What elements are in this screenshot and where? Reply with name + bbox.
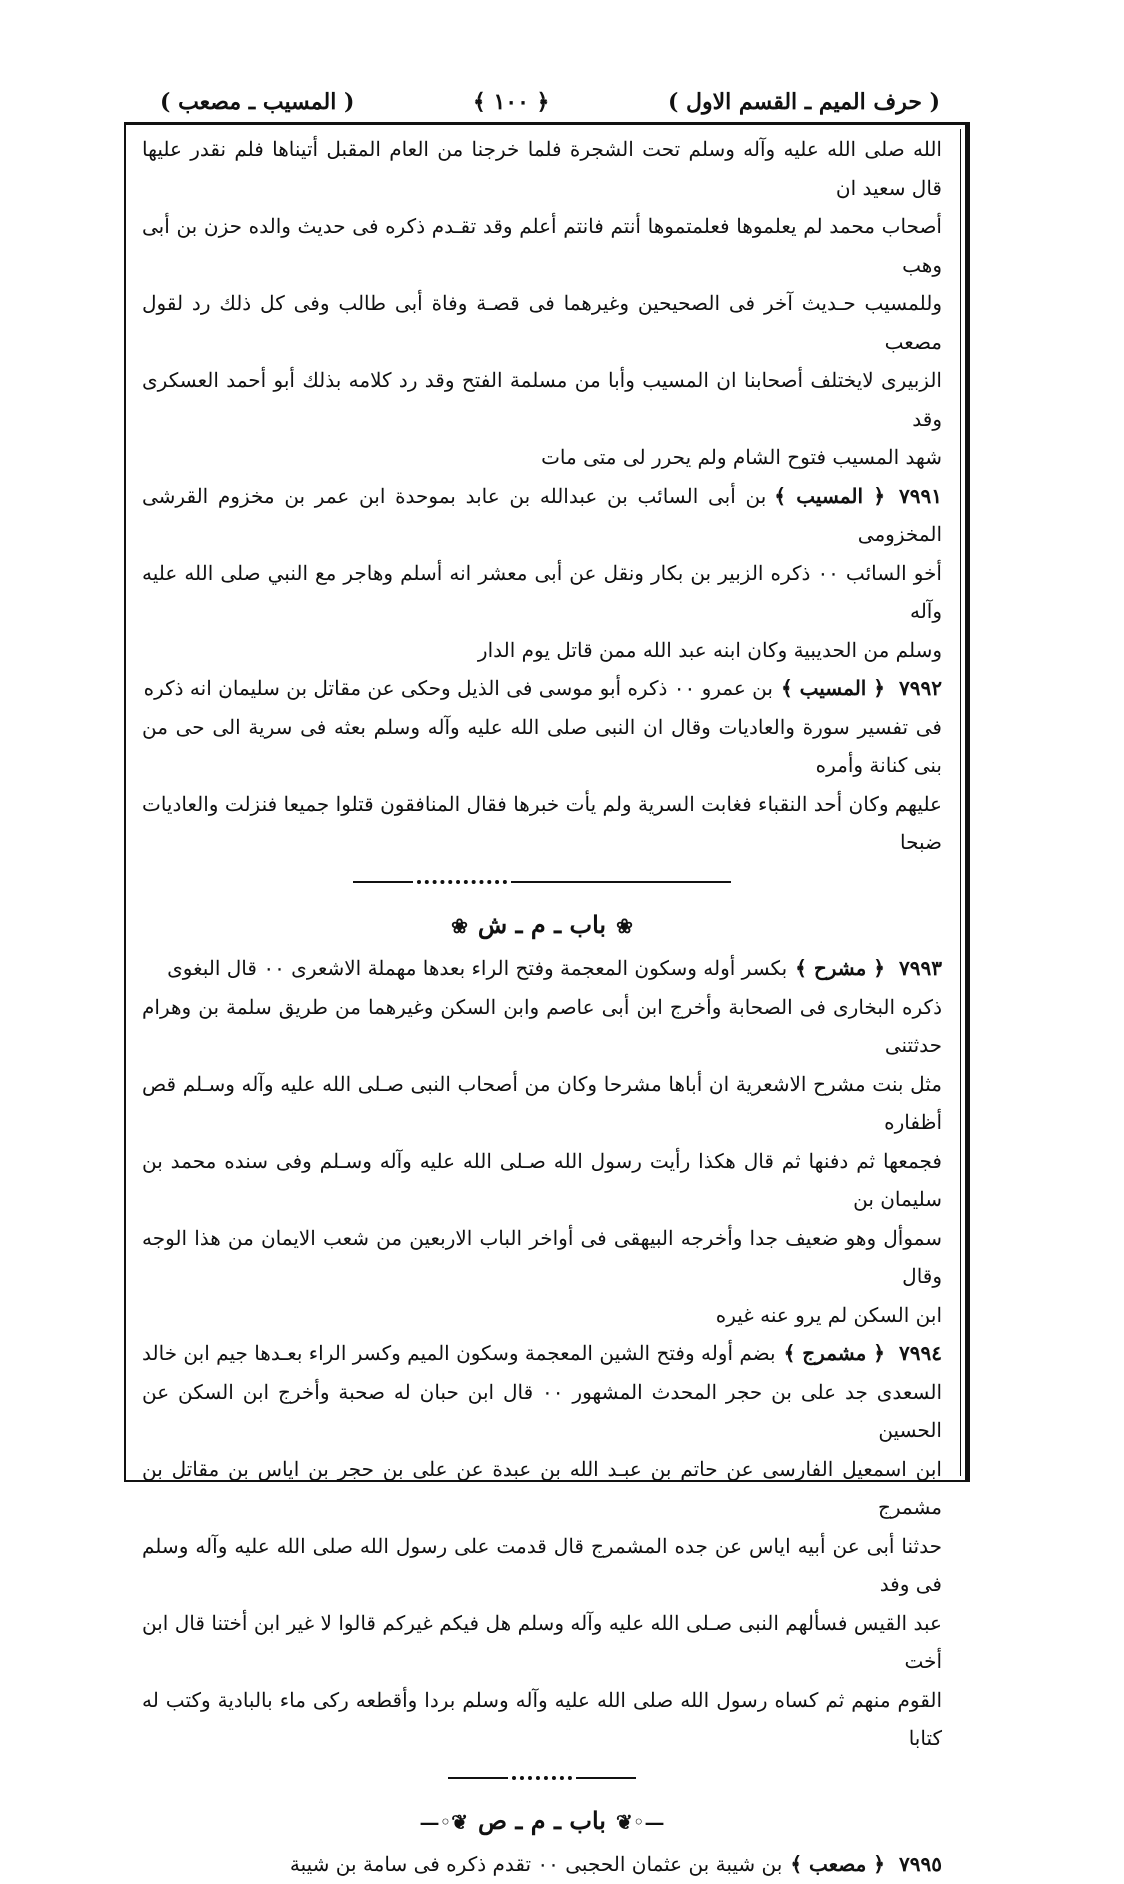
header-entry-range: ( المسيب ـ مصعب ) [160,89,355,115]
ornament-icon: ❦◦— [419,1809,469,1834]
entry-number: ٧٩٩٣ [899,956,942,980]
text-line: بن عمرو ٠٠ ذكره أبو موسى فى الذيل وحكى عن مقاتل بن سليمان انه ذكره [143,676,773,700]
text-line: أصحاب محمد لم يعلموها فعلمتموها أنتم فانتم أعلم وقد تقـدم ذكره فى حديث والده حزن بن أبى وهب [142,214,942,277]
page-body [142,130,942,1884]
entry-7994 [142,1334,942,1758]
entry-name: ﴿ المسيب ﴾ [774,483,886,508]
entry-number: ٧٩٩٢ [899,676,942,700]
text-line: الله صلى الله عليه وآله وسلم تحت الشجرة فلما خرجنا من العام المقبل أتيناها فلم نقدر عليها قال سعيد ان [142,137,942,200]
text-line: عبد القيس فسألهم النبى صـلى الله عليه وآله وسلم هل فيكم غيركم قالوا لا غير ابن أختنا قال ابن أخت [142,1610,942,1673]
text-line: بكسر أوله وسكون المعجمة وفتح الراء بعدها مهملة الاشعرى ٠٠ قال البغوى [167,956,788,980]
text-line: بضم أوله وفتح الشين المعجمة وسكون الميم وكسر الراء بعـدها جيم ابن خالد [142,1341,776,1365]
text-line: ابن السكن لم يرو عنه غيره [715,1302,942,1327]
entry-number: ٧٩٩٥ [899,1852,942,1876]
text-line: وسلم من الحديبية وكان ابنه عبد الله ممن قاتل يوم الدار [477,637,942,662]
text-line: سموأل وهو ضعيف جدا وأخرجه البيهقى فى أواخر الباب الاربعين من شعب الايمان من هذا الوجه وقال [142,1225,942,1288]
text-line: شهد المسيب فتوح الشام ولم يحرر لى متى مات [541,445,942,469]
section-divider [142,1768,942,1788]
section-heading-mush: ❀باب ـ م ـ ش❀ [451,909,633,939]
entry-7992 [142,669,942,862]
ornament-icon: ❀ [451,913,468,938]
text-line: بن شيبة بن عثمان الحجبى ٠٠ تقدم ذكره فى سامة بن شيبة [289,1852,783,1876]
text-line: أخو السائب ٠٠ ذكره الزبير بن بكار ونقل عن أبى معشر انه أسلم وهاجر مع النبي صلى الله عليه وآله [142,560,942,623]
entry-name: ﴿ المسيب ﴾ [780,676,886,700]
entry-name: ﴿ مصعب ﴾ [790,1852,886,1876]
text-line: فى تفسير سورة والعاديات وقال ان النبى صلى الله عليه وآله وسلم بعثه فى سرية الى حى من بنى كنانة وأمره [142,714,942,777]
entry-7991 [142,477,942,670]
section-heading-mus: —◦❦باب ـ م ـ ص❦◦— [419,1805,665,1835]
ornament-icon: ❀ [616,913,633,938]
entry-name: ﴿ مشرح ﴾ [795,956,886,980]
entry-7993 [142,949,942,1334]
entry-number: ٧٩٩٤ [899,1341,942,1365]
text-line: عليهم وكان أحد النقباء فغابت السرية ولم يأت خبرها فقال المنافقون قتلوا جميعا فنزلت والعاديات ضبحا [142,791,942,854]
text-line: القوم منهم ثم كساه رسول الله صلى الله عليه وآله وسلم بردا وأقطعه ركى ماء بالبادية وكتب له كتابا [142,1687,942,1750]
text-line: ابن اسمعيل الفارسى عن حاتم بن عبـد الله بن عبدة عن على بن حجر بن اياس بن مقاتل بن مشمرج [142,1456,942,1519]
header-chapter-title: ( حرف الميم ـ القسم الاول ) [667,89,940,115]
text-line: حدثنا أبى عن أبيه اياس عن جده المشمرج قال قدمت على رسول الله صلى الله عليه وآله وسلم فى وفد [142,1533,942,1596]
text-line: بن أبى السائب بن عبدالله بن عابد بموحدة ابن عمر بن مخزوم القرشى المخزومى [142,483,942,546]
page-number: ﴿ ١٠٠ ﴾ [472,89,550,115]
text-line: الزبيرى لايختلف أصحابنا ان المسيب وأبا من مسلمة الفتح وقد رد كلامه بذلك أبو أحمد العسكرى وقد [142,368,942,431]
entry-name: ﴿ مشمرج ﴾ [783,1341,886,1365]
page-header [160,80,940,124]
text-line: ذكره البخارى فى الصحابة وأخرج ابن أبى عاصم وابن السكن وغيرهما من طريق سلمة بن وهرام حدثتنى [142,994,942,1057]
text-line: وللمسيب حـديث آخر فى الصحيحين وغيرهما فى قصـة وفاة أبى طالب وفى كل ذلك رد لقول مصعب [142,291,942,354]
text-line: مثل بنت مشرح الاشعرية ان أباها مشرحا وكان من أصحاب النبى صـلى الله عليه وآله وسـلم قص أظفاره [142,1071,942,1134]
text-line: السعدى جد على بن حجر المحدث المشهور ٠٠ قال ابن حبان له صحبة وأخرج ابن السكن عن الحسين [142,1379,942,1442]
continued-text [142,130,942,477]
entry-number: ٧٩٩١ [899,483,943,508]
entry-7995 [142,1845,942,1884]
text-line: فجمعها ثم دفنها ثم قال هكذا رأيت رسول الله صـلى الله عليه وآله وسـلم وفى سنده محمد بن سليمان بن [142,1148,942,1211]
ornament-icon: —◦❦ [615,1809,665,1834]
section-divider [142,872,942,892]
